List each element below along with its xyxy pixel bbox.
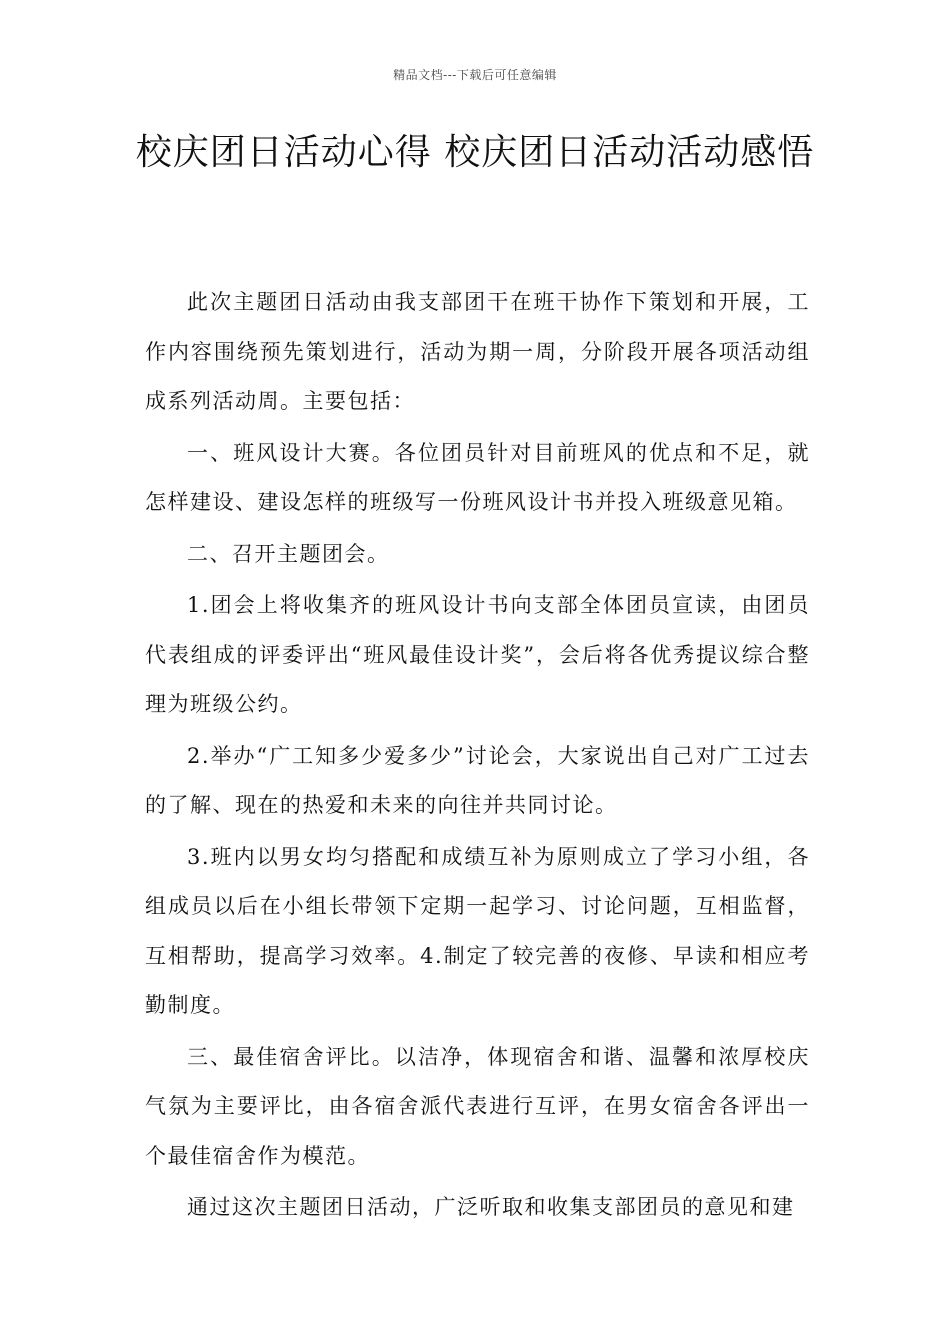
document-title: 校庆团日活动心得 校庆团日活动活动感悟	[135, 132, 815, 173]
document-body	[145, 278, 810, 1235]
paragraph-item-1: 一、班风设计大赛。各位团员针对目前班风的优点和不足，就怎样建设、建设怎样的班级写一份班风设计书并投入班级意见箱。	[145, 440, 810, 514]
paragraph-item-2-2: 2.举办“广工知多少爱多少”讨论会，大家说出自己对广工过去的了解、现在的热爱和未来的向往并共同讨论。	[145, 743, 810, 817]
paragraph-item-2: 二、召开主题团会。	[187, 541, 390, 566]
paragraph-item-2-1: 1.团会上将收集齐的班风设计书向支部全体团员宣读，由团员代表组成的评委评出“班风最佳设计奖”，会后将各优秀提议综合整理为班级公约。	[145, 593, 810, 716]
paragraph-intro: 此次主题团日活动由我支部团干在班干协作下策划和开展，工作内容围绕预先策划进行，活动为期一周，分阶段开展各项活动组成系列活动周。主要包括：	[145, 290, 810, 413]
paragraph-conclusion: 通过这次主题团日活动，广泛听取和收集支部团员的意见和建	[187, 1195, 795, 1219]
paragraph-item-3: 三、最佳宿舍评比。以洁净，体现宿舍和谐、温馨和浓厚校庆气氛为主要评比，由各宿舍派代表进行互评，在男女宿舍各评出一个最佳宿舍作为模范。	[145, 1044, 810, 1168]
paragraph-item-2-3: 3.班内以男女均匀搭配和成绩互补为原则成立了学习小组，各组成员以后在小组长带领下定期一起学习、讨论问题，互相监督，互相帮助，提高学习效率。4.制定了较完善的夜修、早读和相应考勤制度。	[145, 844, 810, 1017]
header-note: 精品文档---下载后可任意编辑	[393, 68, 557, 82]
